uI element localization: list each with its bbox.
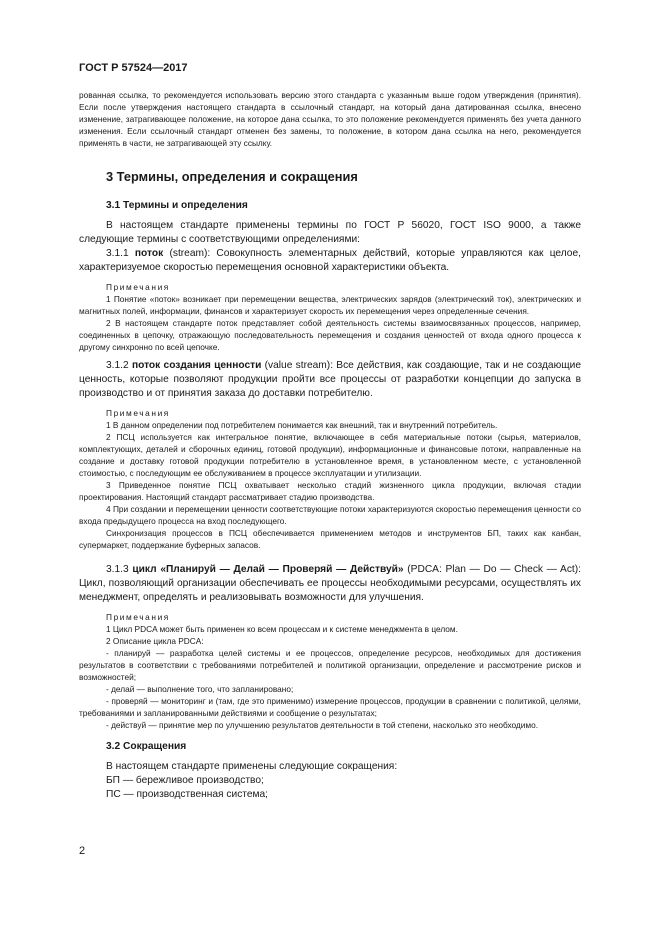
note: 3 Приведенное понятие ПСЦ охватывает несколько стадий жизненного цикла продукции, включая стадии проектирования. Настоящий стандарт рассматривает стадию производства.	[79, 480, 581, 502]
section-3-title: 3 Термины, определения и сокращения	[106, 169, 358, 184]
note: 1 Цикл PDCA может быть применен ко всем процессам и к системе менеджмента в целом.	[106, 624, 458, 634]
section-3-1-title: 3.1 Термины и определения	[106, 200, 248, 211]
term-name: цикл «Планируй — Делай — Проверяй — Действуй»	[132, 564, 404, 575]
term-3-1-1	[79, 247, 581, 275]
note: 2 ПСЦ используется как интегральное понятие, включающее в себя материальные потоки (сырья, материалов, комплектующих, деталей и сборочных единиц, готовой продукции), информационные и финансовые потоки, направленные на создание и доставку готовой продукции потребителю в установленное время, в установленном месте, с установленной стоимостью, с последующим ее обслуживанием в процессе эксплуатации и утилизации.	[79, 432, 581, 478]
note: - планируй — разработка целей системы и ее процессов, определение ресурсов, необходимых для достижения результатов в соответствии с требованиями потребителей и политикой организации, определение и рассмотрение рисков и возможностей;	[79, 648, 581, 682]
note: 1 В данном определении под потребителем понимается как внешний, так и внутренний потребитель.	[106, 420, 498, 430]
notes-title: Примечания	[106, 282, 170, 292]
term-name: поток создания ценности	[131, 360, 262, 371]
term-definition: (PDCA: Plan — Do — Check — Act): Цикл, позволяющий организации обеспечивать ее процессы необходимыми ресурсами, осуществлять их менеджмент, определять и реализовывать возможности для улучшения.	[79, 564, 581, 603]
note: - проверяй — мониторинг и (там, где это применимо) измерение процессов, продукции в сравнении с политикой, целями, требованиями и запланированными действиями и сообщение о результатах;	[79, 696, 581, 718]
note: 1 Понятие «поток» возникает при перемещении вещества, электрических зарядов (электрический ток), электрических и магнитных полей, информации, финансов и характеризует скорость их перемещения через определенные сечения.	[79, 294, 581, 316]
term-number: 3.1.1	[106, 248, 129, 259]
note: - действуй — принятие мер по улучшению результатов деятельности в той степени, насколько это необходимо.	[106, 720, 539, 730]
term-number: 3.1.2	[106, 360, 129, 371]
note: 2 Описание цикла PDCA:	[106, 636, 204, 646]
term-number: 3.1.3	[106, 564, 129, 575]
term-definition: (stream): Совокупность элементарных действий, которые управляются как целое, характеризуемое скоростью перемещения основной характеристики объекта.	[79, 248, 581, 273]
terms-intro: В настоящем стандарте применены термины по ГОСТ Р 56020, ГОСТ ISO 9000, а также следующие термины с соответствующими определениями:	[79, 220, 581, 245]
term-name: поток	[134, 248, 164, 259]
term-3-1-2	[79, 359, 581, 401]
abbreviation-item: БП — бережливое производство;	[106, 775, 264, 786]
note: Синхронизация процессов в ПСЦ обеспечивается применением методов и инструментов БП, таких как канбан, супермаркет, поддержание буферных запасов.	[79, 528, 581, 550]
notes-title: Примечания	[106, 408, 170, 418]
note: - делай — выполнение того, что запланировано;	[106, 684, 294, 694]
term-3-1-3	[79, 563, 581, 605]
note: 2 В настоящем стандарте поток представляет собой деятельность системы взаимосвязанных процессов, например, соединенных в цепочку, отражающую последовательность перемещения и создания ценностей от входа одного процесса к другому синхронно по всей цепочке.	[79, 318, 581, 352]
abbreviation-item: ПС — производственная система;	[106, 789, 269, 800]
notes-title: Примечания	[106, 612, 170, 622]
note: 4 При создании и перемещении ценности соответствующие потоки характеризуются скоростью перемещения ценности со входа предыдущего процесса на вход последующего.	[79, 504, 581, 526]
page-content	[79, 89, 581, 802]
document-header: ГОСТ Р 57524—2017	[79, 62, 188, 74]
intro-paragraph: рованная ссылка, то рекомендуется использовать версию этого стандарта с указанным выше годом утверждения (принятия). Если после утверждения настоящего стандарта в ссылочный стандарт, на который дана датированная ссылка, внесено изменение, затрагивающее положение, на которое дана ссылка, то это положение рекомендуется применять без учета данного изменения. Если ссылочный стандарт отменен без замены, то положение, в котором дана ссылка на него, рекомендуется применять в части, не затрагивающей эту ссылку.	[79, 90, 581, 148]
page-number: 2	[79, 845, 86, 857]
section-3-2-title: 3.2 Сокращения	[106, 741, 187, 752]
abbreviations-intro: В настоящем стандарте применены следующие сокращения:	[106, 761, 398, 772]
term-definition: (value stream): Все действия, как создающие, так и не создающие ценность, которые позволяют продукции пройти все процессы от разработки концепции до запуска в производство и от принятия заказа до доставки потребителю.	[79, 360, 581, 399]
